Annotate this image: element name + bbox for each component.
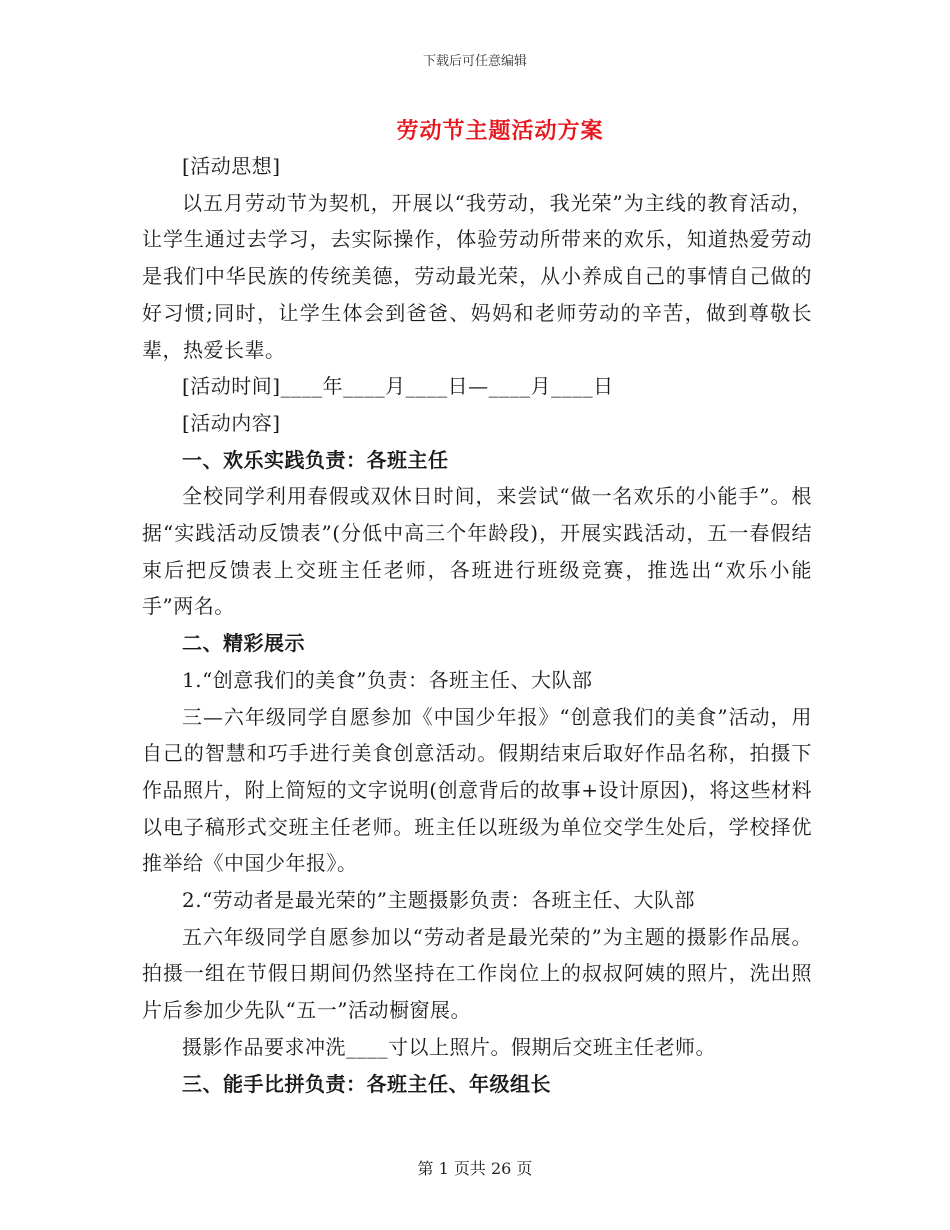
- page-number-footer: 第 1 页共 26 页: [417, 1159, 533, 1178]
- body-paragraph: [活动时间]____年____月____日—____月____日: [182, 374, 614, 399]
- document-title: 劳动节主题活动方案: [396, 118, 604, 144]
- body-paragraph: 全校同学利用春假或双休日时间，来尝试“做一名欢乐的小能手”。根据“实践活动反馈表”(分低中高三个年龄段)，开展实践活动，五一春假结束后把反馈表上交班主任老师，各班进行班级竞赛，推选出“欢乐小能手”两名。: [142, 484, 812, 619]
- body-paragraph: [活动思想]: [182, 154, 281, 178]
- section-heading: 一、欢乐实践负责：各班主任: [182, 447, 449, 472]
- document-body: [142, 148, 812, 1102]
- section-heading: 二、精彩展示: [182, 631, 305, 656]
- body-paragraph: 摄影作品要求冲洗____寸以上照片。假期后交班主任老师。: [182, 1034, 716, 1059]
- section-heading: 三、能手比拼负责：各班主任、年级组长: [182, 1071, 551, 1096]
- body-paragraph: [活动内容]: [182, 410, 281, 435]
- body-paragraph: 2.“劳动者是最光荣的”主题摄影负责：各班主任、大队部: [182, 888, 696, 913]
- page-header-note: 下载后可任意编辑: [422, 54, 527, 69]
- body-paragraph: 以五月劳动节为契机，开展以“我劳动，我光荣”为主线的教育活动，让学生通过去学习，去实际操作，体验劳动所带来的欢乐，知道热爱劳动是我们中华民族的传统美德，劳动最光荣，从小养成自己的事情自己做的好习惯;同时，让学生体会到爸爸、妈妈和老师劳动的辛苦，做到尊敬长辈，热爱长辈。: [142, 190, 812, 362]
- body-paragraph: 五六年级同学自愿参加以“劳动者是最光荣的”为主题的摄影作品展。拍摄一组在节假日期间仍然坚持在工作岗位上的叔叔阿姨的照片，洗出照片后参加少先队“五一”活动橱窗展。: [142, 924, 812, 1023]
- body-paragraph: 三—六年级同学自愿参加《中国少年报》“创意我们的美食”活动，用自己的智慧和巧手进行美食创意活动。假期结束后取好作品名称，拍摄下作品照片，附上简短的文字说明(创意背后的故事+设计原因)，将这些材料以电子稿形式交班主任老师。班主任以班级为单位交学生处后，学校择优推举给《中国少年报》。: [142, 704, 812, 876]
- body-paragraph: 1.“创意我们的美食”负责：各班主任、大队部: [182, 667, 593, 692]
